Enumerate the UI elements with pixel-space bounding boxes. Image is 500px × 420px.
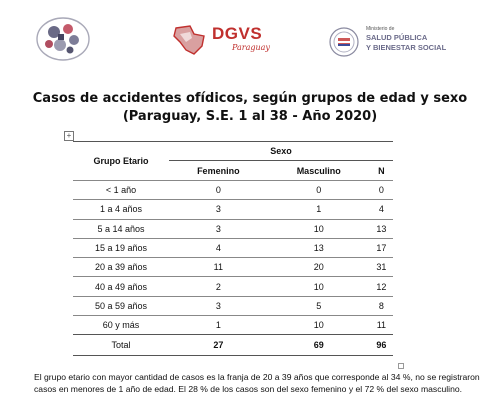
title-line-1: Casos de accidentes ofídicos, según grupos de edad y sexo [32, 91, 468, 106]
row-femenino: 3 [169, 219, 268, 238]
row-n: 4 [370, 200, 393, 219]
row-masculino: 13 [268, 238, 370, 257]
row-masculino: 10 [268, 316, 370, 335]
table-row [73, 277, 393, 296]
dgvs-subtitle: Paraguay [232, 43, 270, 52]
row-n: 0 [370, 181, 393, 200]
col-n-header: N [378, 165, 385, 176]
ministry-small-text: Ministerio de [366, 26, 395, 32]
row-n: 12 [370, 277, 393, 296]
row-masculino: 0 [268, 181, 370, 200]
row-masculino: 5 [268, 296, 370, 315]
table-row [73, 219, 393, 238]
ministry-seal-icon [328, 26, 360, 58]
paraguay-map-icon [170, 24, 208, 58]
row-group: 50 a 59 años [73, 296, 169, 315]
animal-collage-logo-icon [34, 16, 92, 62]
col-femenino-header: Femenino [197, 165, 240, 176]
row-femenino: 3 [169, 200, 268, 219]
ministry-line2: Y BIENESTAR SOCIAL [366, 43, 447, 52]
table-row [73, 316, 393, 335]
cases-table [73, 141, 393, 356]
col-masculino-header: Masculino [296, 165, 341, 176]
total-n: 96 [370, 335, 393, 356]
table-move-handle-icon[interactable]: + [64, 131, 74, 141]
row-femenino: 1 [169, 316, 268, 335]
total-row [73, 335, 393, 356]
dgvs-logo [170, 24, 300, 60]
row-group: 5 a 14 años [73, 219, 169, 238]
row-masculino: 1 [268, 200, 370, 219]
row-femenino: 0 [169, 181, 268, 200]
row-n: 11 [370, 316, 393, 335]
row-group: 20 a 39 años [73, 258, 169, 277]
dgvs-name: DGVS [212, 24, 263, 43]
table-row [73, 181, 393, 200]
row-group: 1 a 4 años [73, 200, 169, 219]
table-row [73, 200, 393, 219]
table-row [73, 296, 393, 315]
row-masculino: 10 [268, 277, 370, 296]
group-header: Grupo Etario [73, 142, 169, 181]
ministry-line1: SALUD PÚBLICA [366, 33, 428, 42]
ministry-logo [328, 26, 458, 60]
row-femenino: 11 [169, 258, 268, 277]
total-label: Total [73, 335, 169, 356]
total-masculino: 69 [268, 335, 370, 356]
row-femenino: 4 [169, 238, 268, 257]
row-n: 31 [370, 258, 393, 277]
document-title [0, 90, 500, 126]
row-femenino: 3 [169, 296, 268, 315]
title-line-2: (Paraguay, S.E. 1 al 38 - Año 2020) [122, 109, 378, 124]
table-resize-handle[interactable] [398, 363, 404, 369]
row-group: 40 a 49 años [73, 277, 169, 296]
row-n: 8 [370, 296, 393, 315]
header-logos [0, 14, 500, 64]
sexo-header: Sexo [169, 142, 393, 161]
table-row [73, 238, 393, 257]
total-femenino: 27 [169, 335, 268, 356]
row-masculino: 20 [268, 258, 370, 277]
table-row [73, 258, 393, 277]
row-group: 15 a 19 años [73, 238, 169, 257]
row-group: 60 y más [73, 316, 169, 335]
row-n: 17 [370, 238, 393, 257]
summary-paragraph: El grupo etario con mayor cantidad de casos es la franja de 20 a 39 años que corresponde al 34 %, no se registraron casos en menores de 1 año de edad. El 28 % de los casos son del sexo femenino y el 72 % del sexo masculino. [34, 372, 480, 394]
row-group: < 1 año [73, 181, 169, 200]
row-masculino: 10 [268, 219, 370, 238]
row-femenino: 2 [169, 277, 268, 296]
row-n: 13 [370, 219, 393, 238]
